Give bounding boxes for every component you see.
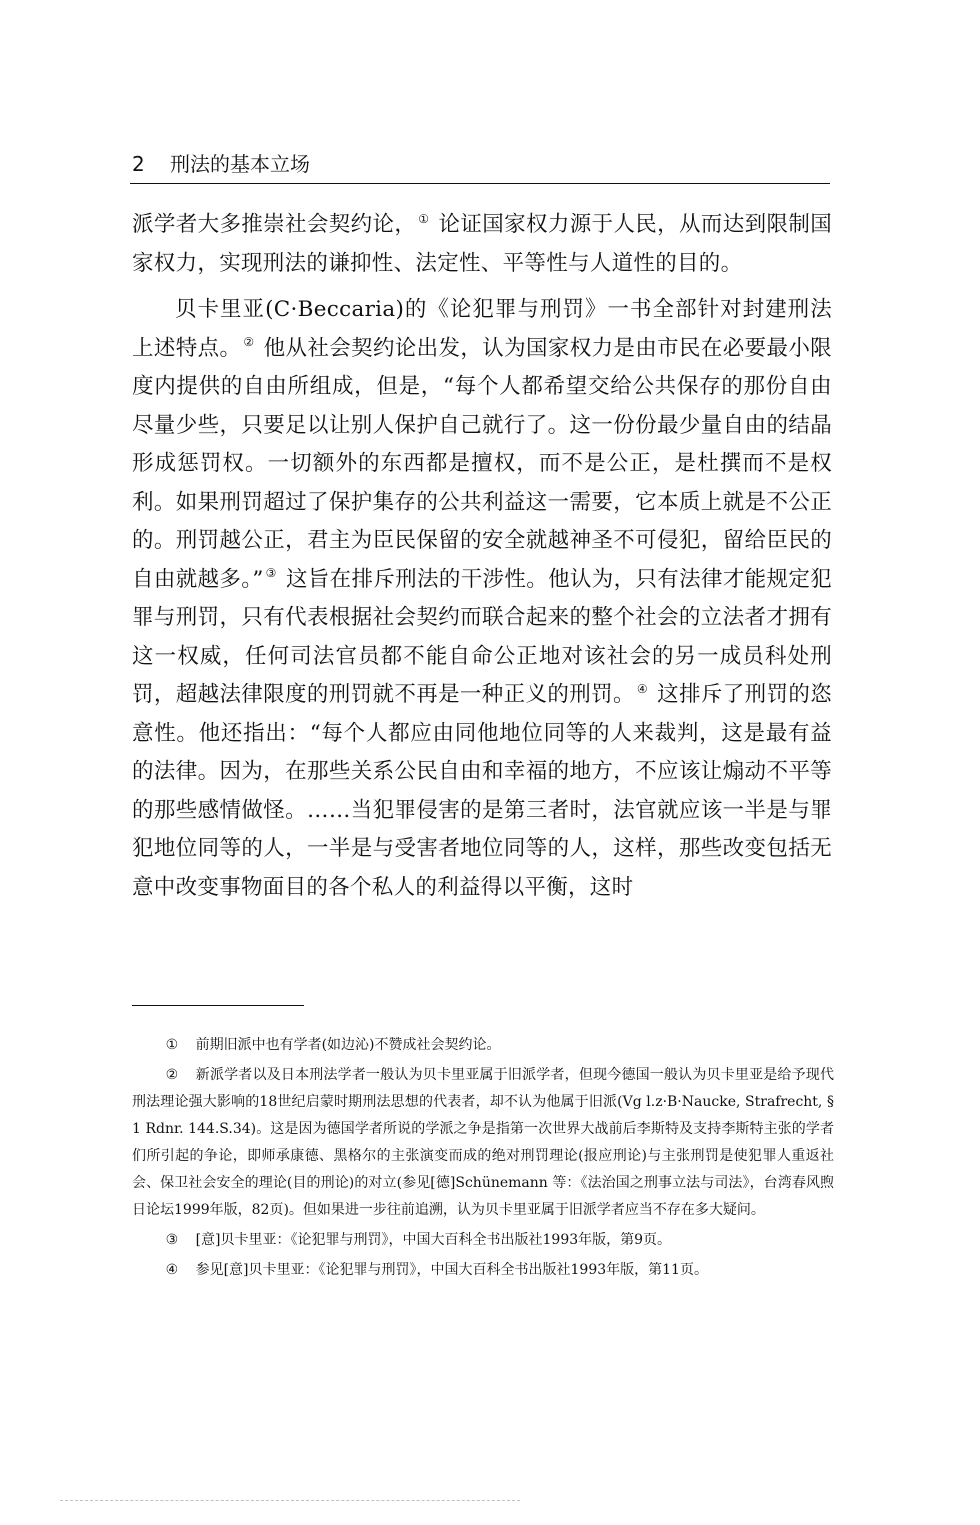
running-header xyxy=(130,150,830,182)
footnotes xyxy=(132,1032,834,1284)
footnote-2 xyxy=(132,1062,834,1224)
footnote-marker: ① xyxy=(165,1037,179,1053)
footnote-3 xyxy=(132,1227,834,1254)
footnote-text: 参见[意]贝卡里亚：《论犯罪与刑罚》，中国大百科全书出版社1993年版，第11页。 xyxy=(195,1262,708,1278)
paragraph-continued xyxy=(132,206,832,283)
page-number: 2 xyxy=(132,152,145,176)
text-run: 派学者大多推崇社会契约论， xyxy=(132,212,417,237)
footnote-marker: ③ xyxy=(165,1232,179,1248)
text-run: 这旨在排斥刑法的干涉性。他认为，只有法律才能规定犯罪与刑罚，只有代表根据社会契约而联合起来的整个社会的立法者才拥有这一权威，任何司法官员都不能自命公正地对该社会的另一成员科处刑罚，超越法律限度的刑罚就不再是一种正义的刑罚。 xyxy=(132,566,833,707)
footnote-text: 前期旧派中也有学者(如边沁)不赞成社会契约论。 xyxy=(195,1037,501,1053)
footnote-4 xyxy=(132,1257,834,1284)
footnote-text: 新派学者以及日本刑法学者一般认为贝卡里亚属于旧派学者，但现今德国一般认为贝卡里亚是给予现代刑法理论强大影响的18世纪启蒙时期刑法思想的代表者，却不认为他属于旧派(Vg l.z·B·Naucke, Strafrecht, § 1 Rdnr. 144.S.34)。这是因为德国学者所说的学派之争是指第一次世界大战前后李斯特及支持李斯特主张的学者们所引起的争论，即师承康德、黑格尔的主张演变而成的绝对刑罚理论(报应刑论)与主张刑罚是使犯罪人重返社会、保卫社会安全的理论(目的刑论)的对立(参见[德]Schünemann 等：《法治国之刑事立法与司法》，台湾春风煦日论坛1999年版，82页)。但如果进一步往前追溯，认为贝卡里亚属于旧派学者应当不存在多大疑问。 xyxy=(132,1067,834,1218)
footnote-1 xyxy=(132,1032,834,1059)
footnote-marker: ④ xyxy=(165,1262,179,1278)
text-run: 论证国家权力源于人民，从而达到限制国家权力，实现刑法的谦抑性、法定性、平等性与人道性的目的。 xyxy=(132,212,832,276)
footnote-marker: ② xyxy=(165,1067,179,1083)
footnote-ref-1[interactable]: ① xyxy=(418,211,430,226)
footnote-ref-2[interactable]: ② xyxy=(243,335,255,350)
header-rule xyxy=(130,183,830,184)
paragraph-beccaria xyxy=(132,291,832,907)
footnote-ref-3[interactable]: ③ xyxy=(265,566,277,581)
text-run: 贝卡里亚(C·Beccaria)的《论犯罪与刑罚》一书全部针对封建刑法上述特点。 xyxy=(132,297,832,361)
footnote-text: [意]贝卡里亚：《论犯罪与刑罚》，中国大百科全书出版社1993年版，第9页。 xyxy=(195,1232,672,1248)
text-run: 他从社会契约论出发，认为国家权力是由市民在必要最小限度内提供的自由所组成，但是，“每个人都希望交给公共保存的那份自由尽量少些，只要足以让别人保护自己就行了。这一份份最少量自由的结晶形成惩罚权。一切额外的东西都是擅权，而不是公正，是杜撰而不是权利。如果刑罚超过了保护集存的公共利益这一需要，它本质上就是不公正的。刑罚越公正，君主为臣民保留的安全就越神圣不可侵犯，留给臣民的自由就越多。” xyxy=(132,335,832,592)
text-run: 这排斥了刑罚的恣意性。他还指出：“每个人都应由同他地位同等的人来裁判，这是最有益的法律。因为，在那些关系公民自由和幸福的地方，不应该让煽动不平等的那些感情做怪。……当犯罪侵害的是第三者时，法官就应该一半是与罪犯地位同等的人，一半是与受害者地位同等的人，这样，那些改变包括无意中改变事物面目的各个私人的利益得以平衡，这时 xyxy=(132,682,832,900)
footnote-separator xyxy=(132,1005,304,1006)
scan-artifact xyxy=(60,1500,520,1505)
footnote-ref-4[interactable]: ④ xyxy=(636,681,648,696)
running-title: 刑法的基本立场 xyxy=(170,152,310,176)
main-text xyxy=(132,206,832,907)
